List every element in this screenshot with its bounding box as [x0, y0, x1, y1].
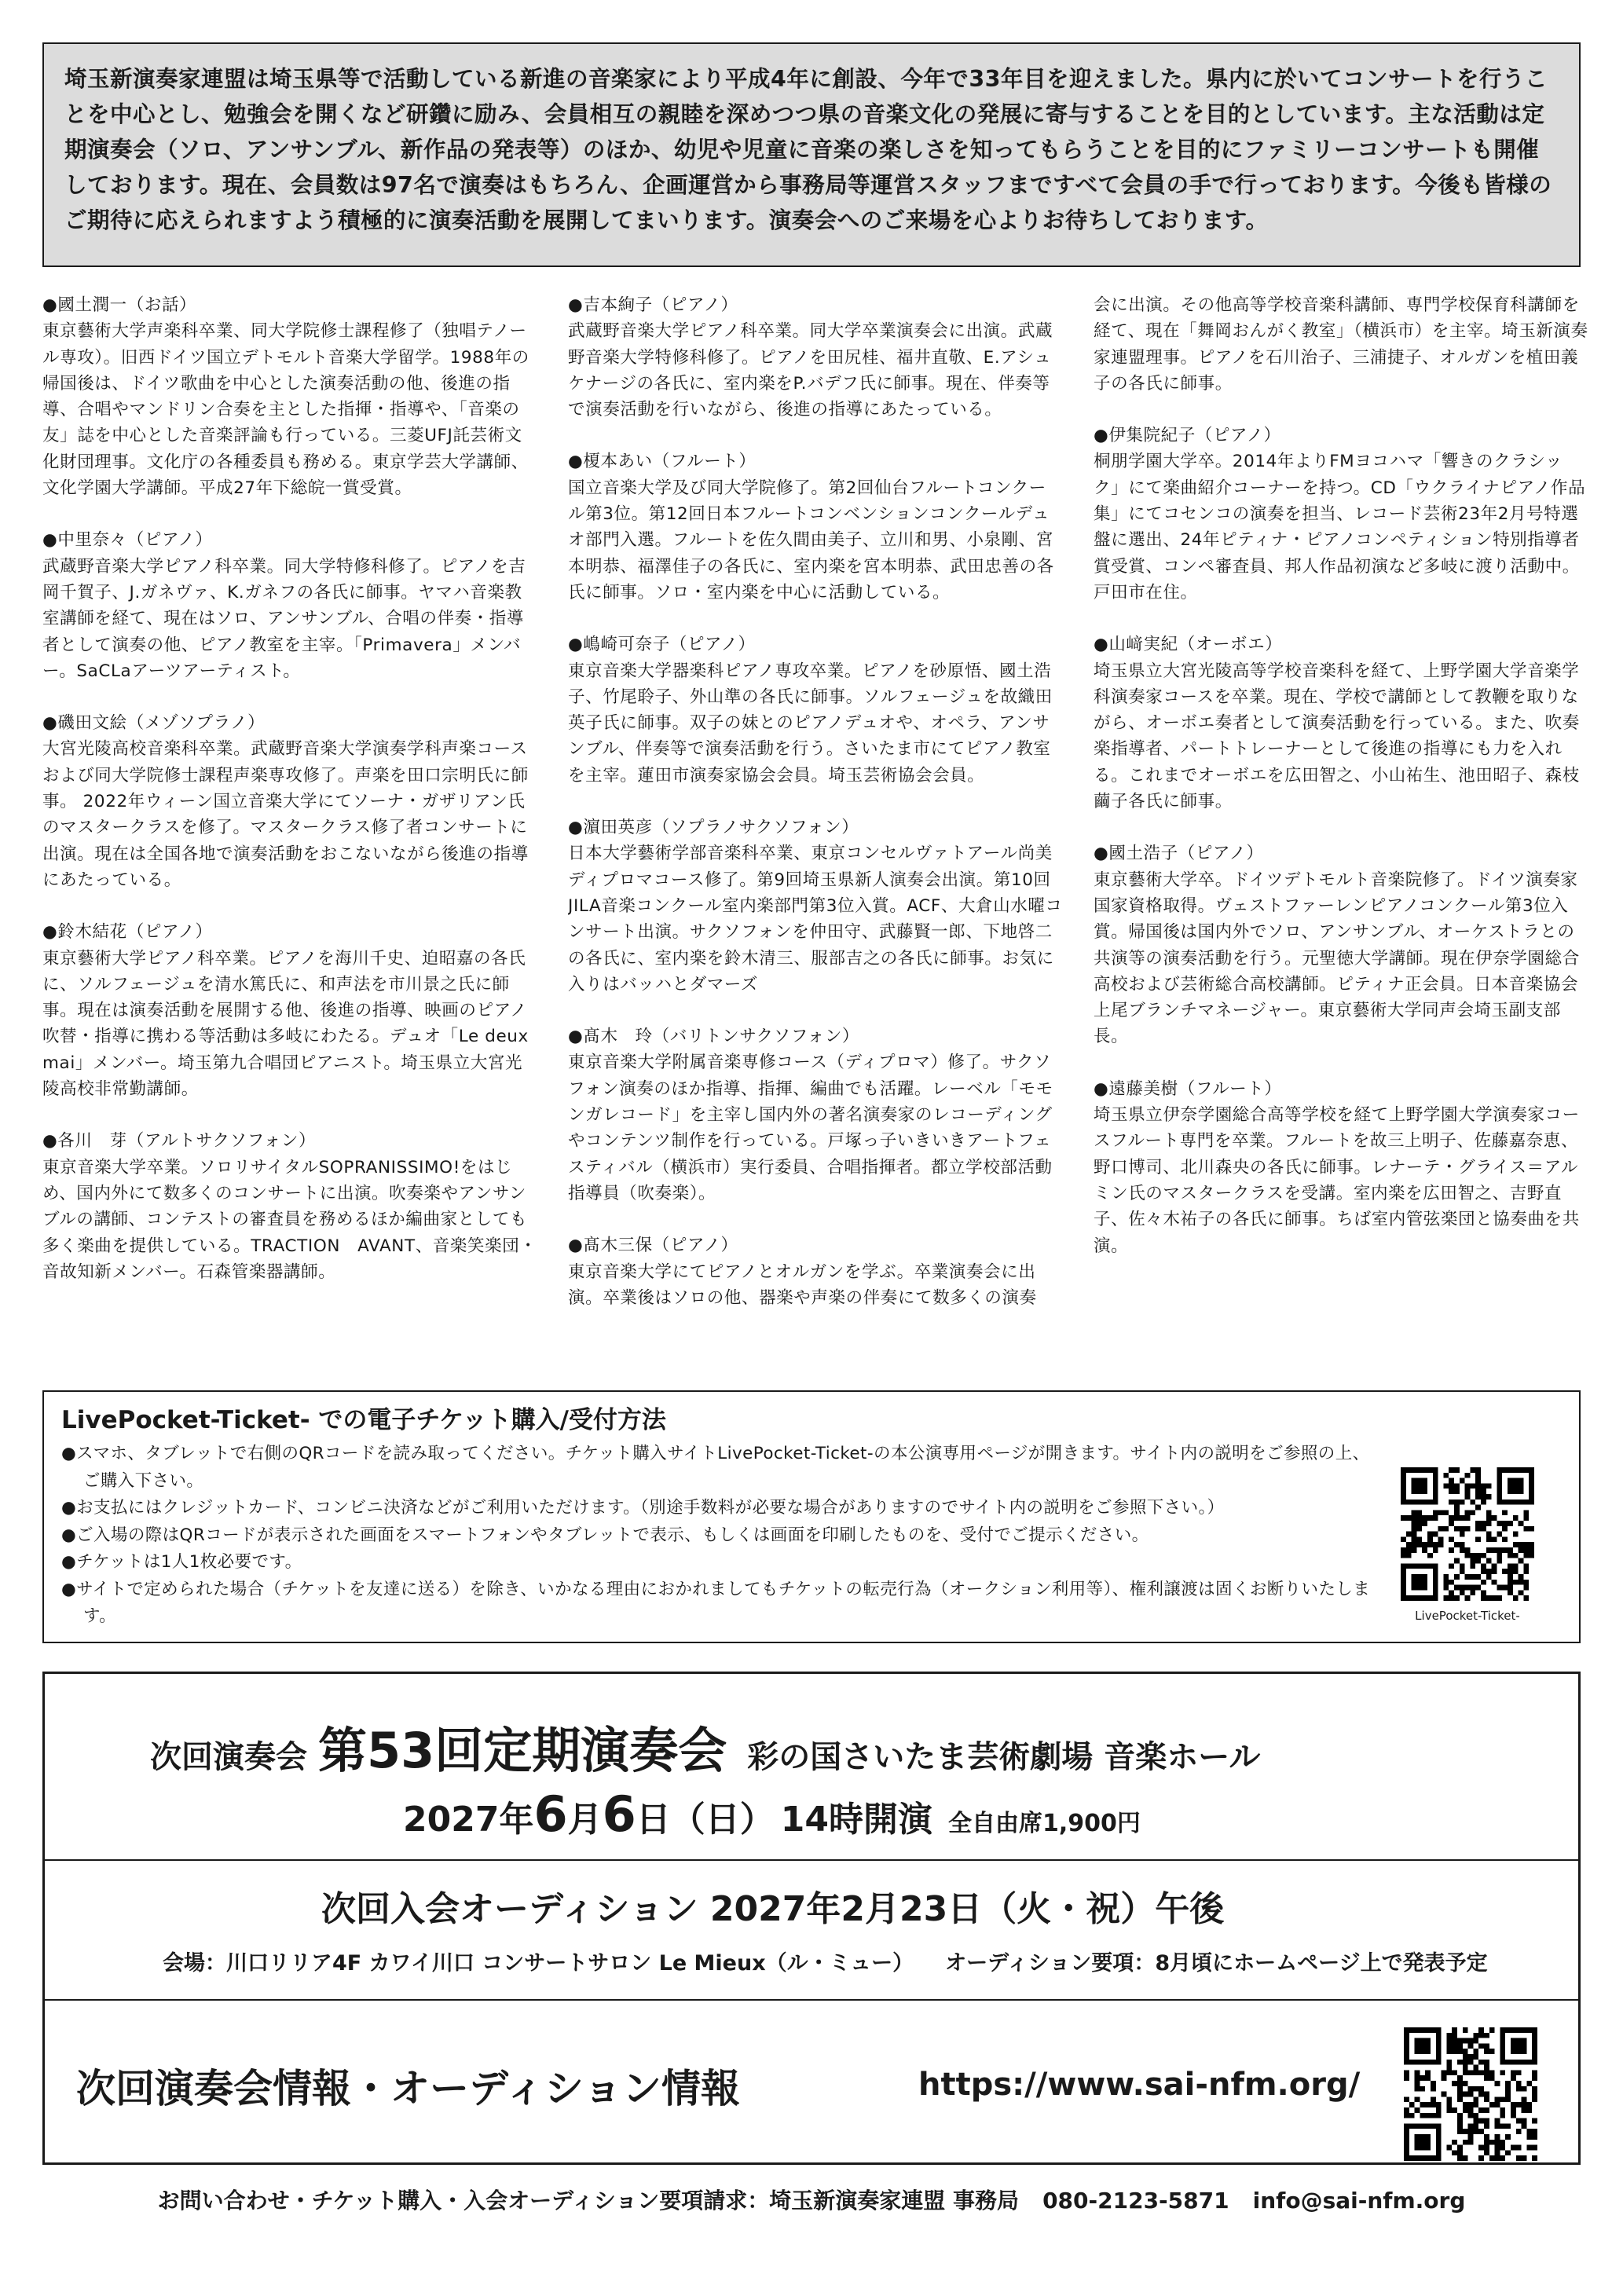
bio-text: 大宮光陵高校音楽科卒業。武蔵野音楽大学演奏学科声楽コースおよび同大学院修士課程声楽専攻修了。声楽を田口宗明氏に師事。 2022年ウィーン国立音楽大学にてソーナ・ガザリアン氏のマスタークラスを修了。マスタークラス修了者コンサートに出演。現在は全国各地で演奏活動をおこないながら後進の指導にあたっている。	[42, 739, 529, 890]
bio-text: 武蔵野音楽大学ピアノ科卒業。同大学特修科修了。ピアノを吉岡千賀子、J.ガネヴァ、K.ガネフの各氏に師事。ヤマハ音楽教室講師を経て、現在はソロ、アンサンブル、合唱の伴奏・指導者として演奏の他、ピアノ教室を主宰。「Primavera」メンバー。SaCLaアーツアーティスト。	[42, 556, 526, 681]
bio-column-1	[42, 292, 537, 1376]
bio-name: ●髙木三保（ピアノ）	[568, 1236, 738, 1256]
concert-title: 第53回定期演奏会	[318, 1722, 727, 1779]
bio-item	[42, 710, 537, 893]
ticket-item: ●スマホ、タブレットで右側のQRコードを読み取ってください。チケット購入サイトLivePocket-Ticket-の本公演専用ページが開きます。サイト内の説明をご参照の上、ご購入下さい。	[61, 1444, 1370, 1491]
date-month: 6	[533, 1785, 568, 1843]
bio-name: ●吉本絢子（ピアノ）	[568, 295, 738, 315]
bio-name: ●伊集院紀子（ピアノ）	[1094, 426, 1281, 446]
concert-date-row	[403, 1785, 1141, 1843]
divider	[45, 1859, 1578, 1861]
divider	[45, 1999, 1578, 2001]
bio-text: 東京藝術大学卒。ドイツデトモルト音楽院修了。ドイツ演奏家国家資格取得。ヴェストファーレンピアノコンクール第3位入賞。帰国後は国内外でソロ、アンサンブル、オーケストラとの共演等の演奏活動を行う。元聖徳大学講師。現在伊奈学園総合高校および芸術総合高校講師。ピティナ正会員。日本音楽協会上尾ブランチマネージャー。東京藝術大学同声会埼玉副支部長。	[1094, 870, 1580, 1047]
bio-item	[42, 1128, 537, 1285]
intro-box: 埼玉新演奏家連盟は埼玉県等で活動している新進の音楽家により平成4年に創設、今年で33年目を迎えました。県内に於いてコンサートを行うことを中心とし、勉強会を開くなど研鑽に励み、会員相互の親睦を深めつつ県の音楽文化の発展に寄与することを目的としています。主な活動は定期演奏会（ソロ、アンサンブル、新作品の発表等）のほか、幼児や児童に音楽の楽しさを知ってもらうことを目的にファミリーコンサートも開催しております。現在、会員数は97名で演奏はもちろん、企画運営から事務局等運営スタッフまですべて会員の手で行っております。今後も皆様のご期待に応えられますよう積極的に演奏活動を展開してまいります。演奏会へのご来場を心よりお待ちしております。	[42, 42, 1581, 267]
bio-text: 東京藝術大学ピアノ科卒業。ピアノを海川千史、迫昭嘉の各氏に、ソルフェージュを清水篤氏に、和声法を市川景之氏に師事。現在は演奏活動を展開する他、後進の指導、映画のピアノ吹替・指導に携わる等活動は多岐にわたる。デュオ「Le deux mai」メンバー。埼玉第九合唱団ピアニスト。埼玉県立大宮光陵高校非常勤講師。	[42, 948, 529, 1100]
bio-text: 会に出演。その他高等学校音楽科講師、専門学校保育科講師を経て、現在「舞岡おんがく教室」（横浜市）を主宰。埼玉新演奏家連盟理事。ピアノを石川治子、三浦捷子、オルガンを植田義子の各氏に師事。	[1094, 295, 1588, 394]
bio-name: ●遠藤美樹（フルート）	[1094, 1078, 1282, 1099]
bio-item	[1094, 840, 1588, 1049]
bio-text: 東京音楽大学にてピアノとオルガンを学ぶ。卒業演奏会に出演。卒業後はソロの他、器楽や声楽の伴奏にて数多くの演奏	[568, 1262, 1037, 1308]
ticket-item: ●ご入場の際はQRコードが表示された画面をスマートフォンやタブレットで表示、もしくは画面を印刷したものを、受付でご提示ください。	[61, 1525, 1149, 1545]
footer-contact	[0, 2184, 1623, 2215]
qr-caption: LivePocket-Ticket-	[1415, 1609, 1520, 1623]
ticket-price: 全自由席1,900円	[947, 1810, 1141, 1837]
ticket-list	[61, 1441, 1381, 1631]
bio-item	[42, 527, 537, 684]
next-concert-row	[150, 1712, 1260, 1782]
bio-column-3	[1094, 292, 1588, 1376]
bio-item	[568, 449, 1063, 606]
bio-name: ●國土潤一（お話）	[42, 295, 197, 315]
audition-date: 次回入会オーディション 2027年2月23日（火・祝）午後	[321, 1889, 1225, 1929]
audition-notice: オーディション要項：8月頃にホームページ上で発表予定	[945, 1951, 1488, 1976]
bio-text: 埼玉県立大宮光陵高等学校音楽科を経て、上野学園大学音楽学科演奏家コースを卒業。現在、学校で講師として教鞭を取りながら、オーボエ奏者として演奏活動を行っている。また、吹奏楽指導者、パートトレーナーとして後進の指導にも力を入れる。これまでオーボエを広田智之、小山祐生、池田昭子、森枝繭子各氏に師事。	[1094, 661, 1580, 812]
bio-name: ●鈴木結花（ピアノ）	[42, 922, 213, 943]
date-month-suffix: 月	[567, 1800, 603, 1840]
bio-item	[568, 1232, 1063, 1311]
bio-name: ●榎本あい（フルート）	[568, 452, 757, 472]
bio-text: 日本大学藝術学部音楽科卒業、東京コンセルヴァトアール尚美ディプロマコース修了。第9回埼玉県新人演奏会出演。第10回JILA音楽コンクール室内楽部門第3位入賞。ACF、大倉山水曜コンサート出演。サクソフォンを仲田守、武藤賢一郎、下地啓二の各氏に、室内楽を鈴木清三、服部吉之の各氏に師事。お気に入りはバッハとダマーズ	[568, 844, 1063, 994]
contact-phone[interactable]: 080-2123-5871	[1042, 2188, 1229, 2214]
bio-text: 埼玉県立伊奈学園総合高等学校を経て上野学園大学演奏家コースフルート専門を卒業。フルートを故三上明子、佐藤嘉奈恵、野口博司、北川森央の各氏に師事。レナーテ・グライス＝アルミン氏のマスタークラスを受講。室内楽を広田智之、吉野直子、佐々木祐子の各氏に師事。ちば室内管弦楽団と協奏曲を共演。	[1094, 1105, 1580, 1256]
bio-item	[42, 292, 537, 501]
date-year: 2027年	[403, 1800, 534, 1840]
ticket-item: ●サイトで定められた場合（チケットを友達に送る）を除き、いかなる理由におかれましてもチケットの転売行為（オークション利用等）、権利譲渡は固くお断りいたします。	[61, 1579, 1371, 1626]
bio-text: 武蔵野音楽大学ピアノ科卒業。同大学卒業演奏会に出演。武蔵野音楽大学特修科修了。ピアノを田尻桂、福井直敬、E.アシュケナージの各氏に、室内楽をP.バデフ氏に師事。現在、伴奏等で演奏活動を行いながら、後進の指導にあたっている。	[568, 321, 1053, 420]
bio-text: 東京音楽大学器楽科ピアノ専攻卒業。ピアノを砂原悟、國土浩子、竹尾聆子、外山準の各氏に師事。ソルフェージュを故織田英子氏に師事。双子の妹とのピアノデュオや、オペラ、アンサンブル、伴奏等で演奏活動を行う。さいたま市にてピアノ教室を主宰。蓮田市演奏家協会会員。埼玉芸術協会会員。	[568, 661, 1053, 785]
audition-venue-row	[163, 1946, 1488, 1976]
bio-name: ●髙木 玲（バリトンサクソフォン）	[568, 1027, 860, 1047]
website-qr-code[interactable]	[1404, 2027, 1537, 2161]
bio-text: 東京音楽大学附属音楽専修コース（ディプロマ）修了。サクソフォン演奏のほか指導、指揮、編曲でも活躍。レーベル「モモンガレコード」を主宰し国内外の著名演奏家のレコーディングやコンテンツ制作を行っている。戸塚っ子いきいきアートフェスティバル（横浜市）実行委員、合唱指揮者。都立学校部活動指導員（吹奏楽）。	[568, 1053, 1053, 1203]
date-day: 6	[602, 1785, 636, 1843]
ticket-item: ●お支払にはクレジットカード、コンビニ決済などがご利用いただけます。（別途手数料が必要な場合がありますのでサイト内の説明をご参照下さい。）	[61, 1498, 1225, 1518]
bio-name: ●各川 芽（アルトサクソフォン）	[42, 1131, 317, 1152]
ticket-title: LivePocket-Ticket- での電子チケット購入/受付方法	[61, 1406, 666, 1434]
bio-item	[568, 1023, 1063, 1207]
bio-item	[568, 632, 1063, 789]
contact-email[interactable]: info@sai-nfm.org	[1252, 2188, 1466, 2214]
ticket-item: ●チケットは1人1枚必要です。	[61, 1552, 302, 1572]
bio-item	[568, 815, 1063, 998]
bio-item	[1094, 632, 1588, 815]
bio-text: 東京藝術大学声楽科卒業、同大学院修士課程修了（独唱テノール専攻）。旧西ドイツ国立デトモルト音楽大学留学。1988年の帰国後は、ドイツ歌曲を中心とした演奏活動の他、後進の指導、合唱やマンドリン合奏を主とした指揮・指導や、「音楽の友」誌を中心とした音楽評論も行っている。三菱UFJ託芸術文化財団理事。文化庁の各種委員も務める。東京学芸大学講師、文化学園大学講師。平成27年下総皖一賞受賞。	[42, 321, 529, 499]
bio-column-2	[568, 292, 1063, 1376]
bio-item	[568, 292, 1063, 423]
bio-text: 桐朋学園大学卒。2014年よりFMヨコハマ「響きのクラシック」にて楽曲紹介コーナーを持つ。CD「ウクライナピアノ作品集」にてコセンコの演奏を担当、レコード芸術23年2月号特選盤に選出、24年ピティナ・ピアノコンペティション特別指導者賞受賞、コンペ審査員、邦人作品初演など多岐に渡り活動中。戸田市在住。	[1094, 452, 1586, 602]
website-url[interactable]: https://www.sai-nfm.org/	[918, 2067, 1361, 2103]
info-title: 次回演奏会情報・オーディション情報	[76, 2066, 740, 2111]
audition-venue: 会場：川口リリア4F カワイ川口 コンサートサロン Le Mieux（ル・ミュー）	[163, 1951, 914, 1976]
bio-name: ●國土浩子（ピアノ）	[1094, 844, 1264, 864]
bio-name: ●磯田文絵（メゾソプラノ）	[42, 713, 266, 734]
ticket-qr-code[interactable]	[1401, 1467, 1534, 1601]
ticket-info-box	[42, 1390, 1581, 1643]
start-time: 14時開演	[780, 1800, 932, 1840]
bio-text: 東京音楽大学卒業。ソロリサイタルSOPRANISSIMO!をはじめ、国内外にて数多くのコンサートに出演。吹奏楽やアンサンブルの講師、コンテストの審査員を務めるほか編曲家としても多く楽曲を提供している。TRACTION AVANT、音楽笑楽団・音故知新メンバー。石森管楽器講師。	[42, 1157, 537, 1282]
bio-name: ●濵田英彦（ソプラノサクソフォン）	[568, 818, 859, 838]
date-day-suffix: 日（日）	[636, 1800, 775, 1840]
bio-name: ●嶋崎可奈子（ピアノ）	[568, 635, 756, 655]
next-concert-label: 次回演奏会	[150, 1739, 307, 1775]
next-concert-box	[42, 1672, 1581, 2165]
bio-text: 国立音楽大学及び同大学院修了。第2回仙台フルートコンクール第3位。第12回日本フルートコンベンションコンクールデュオ部門入選。フルートを佐久間由美子、立川和男、小泉剛、宮本明恭、福澤佳子の各氏に、室内楽を宮本明恭、武田忠善の各氏に師事。ソロ・室内楽を中心に活動している。	[568, 478, 1054, 602]
bio-item	[42, 919, 537, 1102]
bio-name: ●中里奈々（ピアノ）	[42, 530, 213, 551]
bio-item-continued	[1094, 292, 1588, 397]
contact-label: お問い合わせ・チケット購入・入会オーディション要項請求：埼玉新演奏家連盟 事務局	[157, 2188, 1020, 2214]
concert-hall: 彩の国さいたま芸術劇場 音楽ホール	[747, 1739, 1261, 1775]
bio-name: ●山﨑実紀（オーボエ）	[1094, 635, 1283, 655]
bio-item	[1094, 423, 1588, 606]
bio-item	[1094, 1076, 1588, 1259]
ticket-qr-block	[1397, 1467, 1538, 1623]
